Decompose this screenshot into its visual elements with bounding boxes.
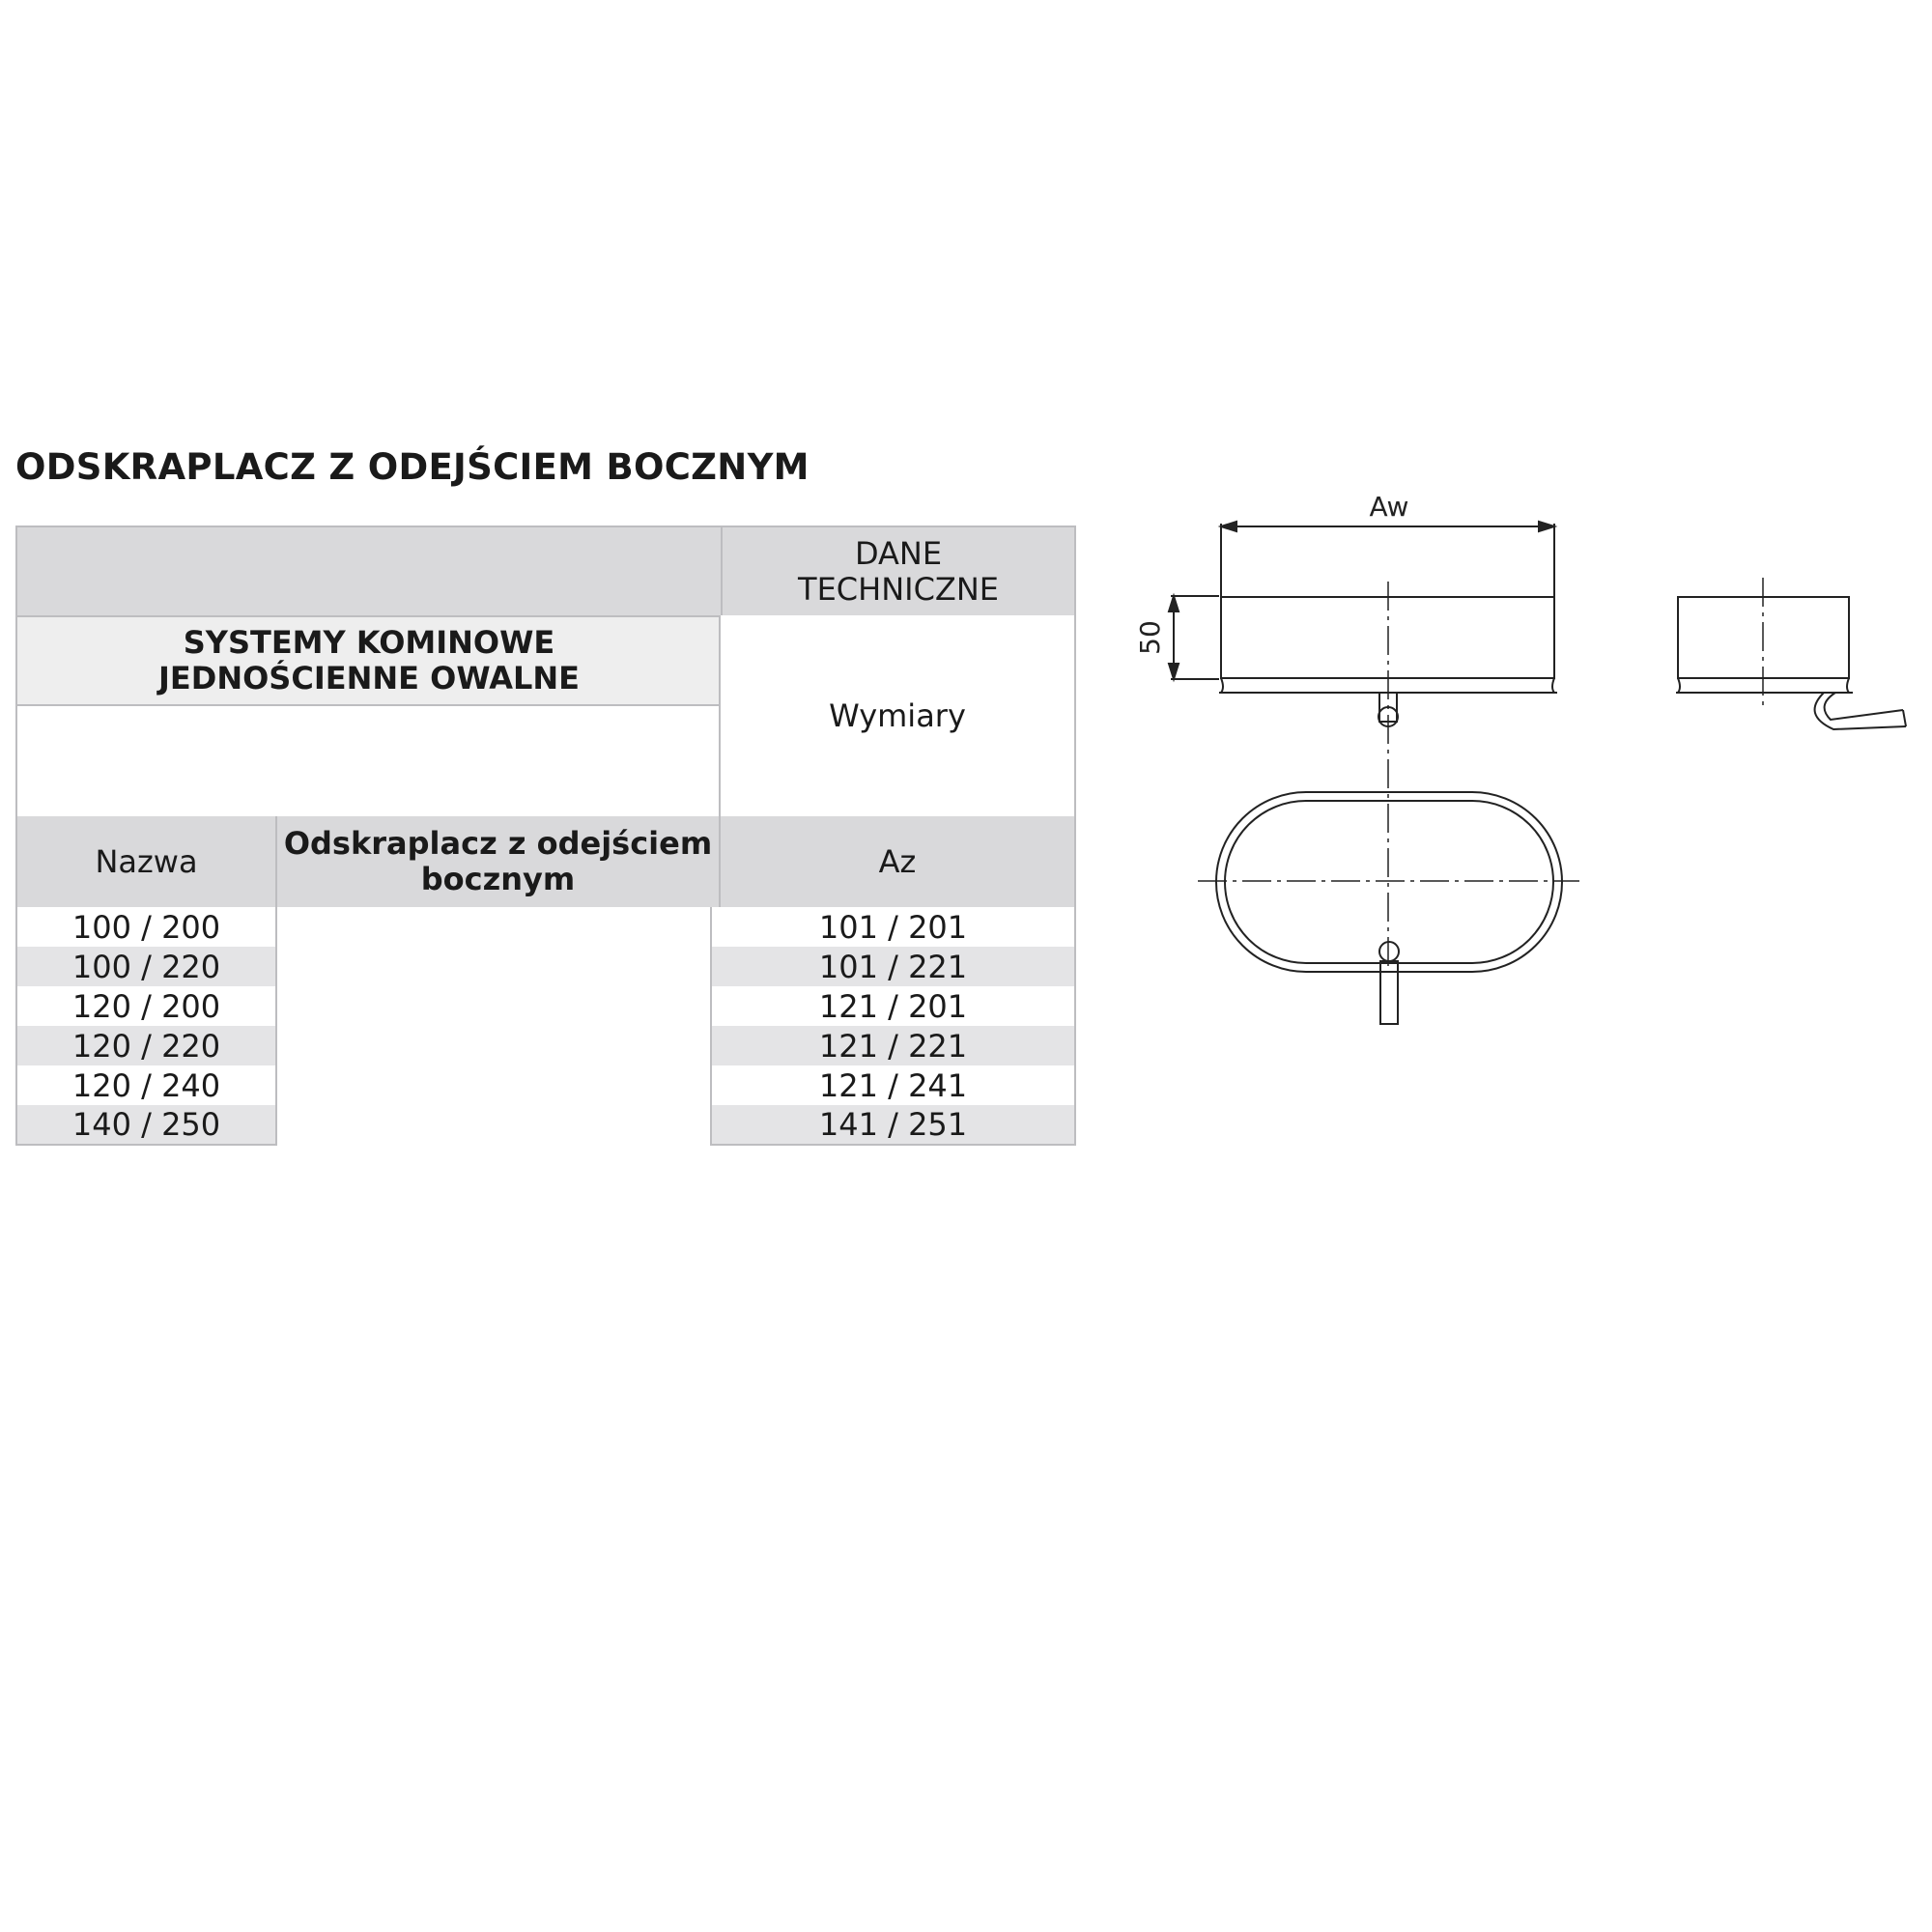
group-title-line1: SYSTEMY KOMINOWE: [183, 624, 555, 661]
cell-az: 141 / 251: [818, 1106, 968, 1143]
header-technical-line2: TECHNICZNE: [798, 570, 999, 608]
cell-az: 121 / 201: [818, 987, 968, 1025]
cell-az: 101 / 221: [818, 948, 968, 985]
outlet-hole: [1379, 942, 1399, 961]
col-header-az-label: Az: [878, 842, 917, 880]
dim-label-50: 50: [1134, 620, 1166, 655]
cell-nazwa: 100 / 220: [71, 948, 221, 985]
col-header-nazwa-label: Nazwa: [95, 842, 198, 880]
col-header-product-line1: Odskraplacz z odejściem: [283, 825, 713, 862]
cell-az: 121 / 241: [818, 1066, 968, 1104]
cell-nazwa: 140 / 250: [71, 1106, 221, 1143]
cell-nazwa: 120 / 200: [71, 987, 221, 1025]
dim-label-aw: Aw: [1369, 491, 1409, 523]
header-technical-line1: DANE: [854, 534, 943, 572]
wymiary-label: Wymiary: [829, 696, 966, 734]
col-header-product-line2: bocznym: [420, 861, 576, 897]
cell-az: 101 / 201: [818, 908, 968, 946]
side-view: [1676, 578, 1906, 729]
cell-nazwa: 100 / 200: [71, 908, 221, 946]
cell-nazwa: 120 / 220: [71, 1027, 221, 1065]
front-view: [1219, 582, 1557, 966]
cell-az: 121 / 221: [818, 1027, 968, 1065]
cell-nazwa: 120 / 240: [71, 1066, 221, 1104]
group-title-line2: JEDNOŚCIENNE OWALNE: [157, 660, 581, 696]
page-title: ODSKRAPLACZ Z ODEJŚCIEM BOCZNYM: [15, 446, 810, 488]
dimension-height: [1169, 596, 1219, 679]
